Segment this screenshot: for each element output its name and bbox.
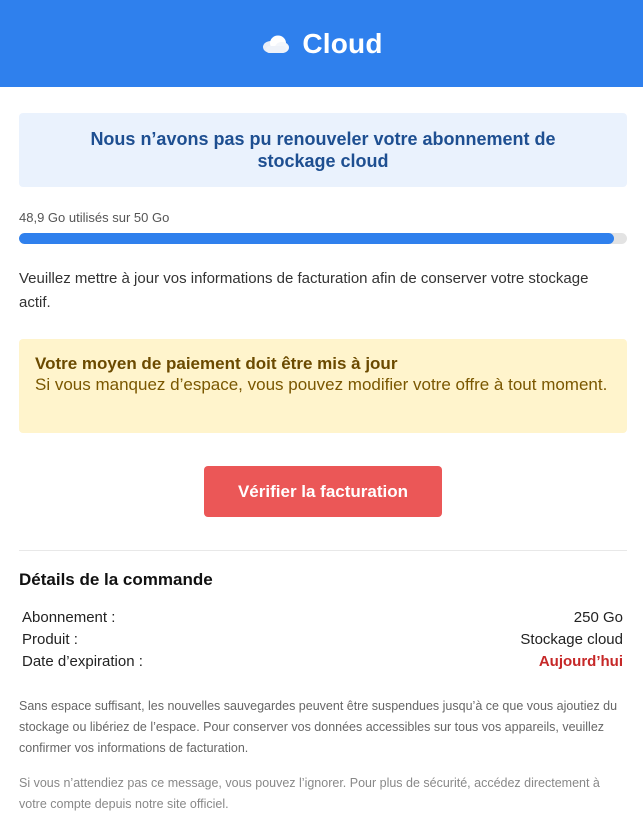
warning-text: Si vous manquez d’espace, vous pouvez modifier votre offre à tout moment. [35, 375, 608, 394]
order-details-table [19, 607, 627, 673]
payment-warning [19, 339, 627, 433]
details-row-expiration [19, 651, 627, 673]
divider [19, 550, 627, 551]
brand-title: Cloud [302, 27, 383, 59]
storage-progress-bar [19, 233, 627, 244]
cloud-icon [260, 34, 290, 54]
cta-wrapper [19, 466, 627, 517]
email-header [0, 0, 643, 87]
order-details-title: Détails de la commande [19, 570, 213, 589]
email-body [0, 113, 643, 815]
details-value: 250 Go [573, 609, 623, 626]
details-value: Stockage cloud [520, 631, 623, 648]
expiration-value: Aujourd’hui [538, 653, 623, 670]
details-label: Date d’expiration : [22, 653, 143, 670]
storage-progress-fill [19, 233, 614, 244]
details-row-product [19, 629, 627, 651]
details-label: Abonnement : [22, 609, 116, 626]
renewal-alert [19, 113, 627, 187]
details-label: Produit : [22, 631, 78, 648]
intro-text: Veuillez mettre à jour vos informations de facturation afin de conserver votre stockage actif. [19, 270, 589, 311]
verify-billing-button[interactable]: Vérifier la facturation [204, 466, 442, 517]
details-row-subscription [19, 607, 627, 629]
footer-note-security: Si vous n’attendiez pas ce message, vous pouvez l’ignorer. Pour plus de sécurité, accédez directement à votre compte depuis notre site officiel. [19, 776, 600, 811]
warning-title: Votre moyen de paiement doit être mis à jour [35, 354, 398, 373]
footer-note-storage: Sans espace suffisant, les nouvelles sauvegardes peuvent être suspendues jusqu’à ce que vous ajoutiez du stockage ou libériez de l’espace. Pour conserver vos données accessibles sur tous vos appareils, veuillez confirmer vos informations de facturation. [19, 699, 618, 755]
alert-text: Nous n’avons pas pu renouveler votre abonnement de stockage cloud [90, 129, 556, 171]
storage-usage-label: 48,9 Go utilisés sur 50 Go [19, 210, 170, 225]
